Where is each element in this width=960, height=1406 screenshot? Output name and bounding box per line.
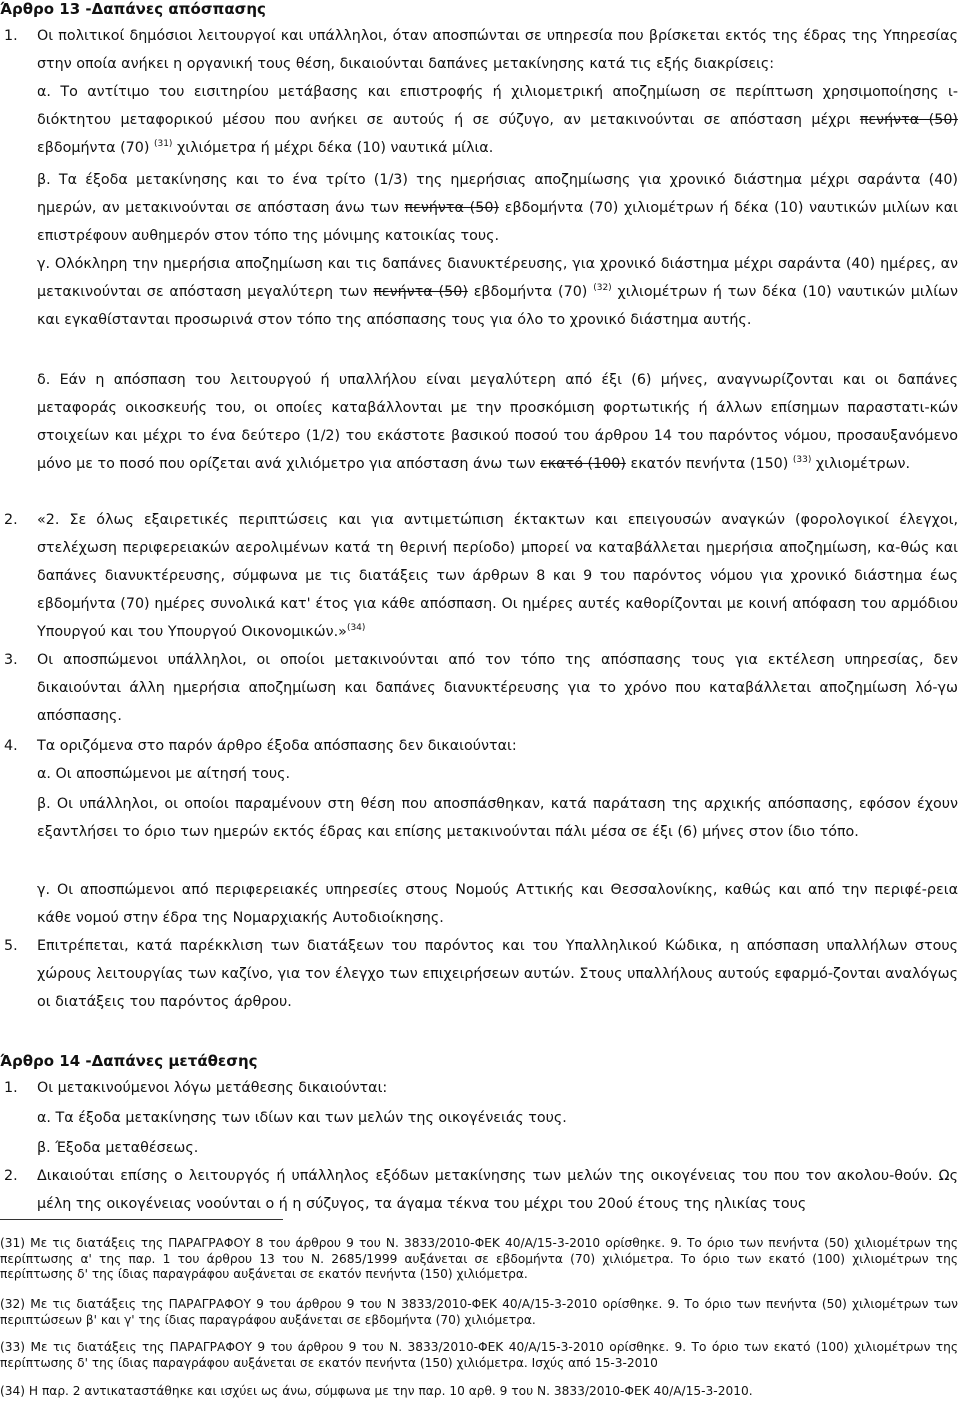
p1-b-tail: εβδομήντα (70) χιλιομέτρων ή δέκα (10) ναυτικών μιλίων και επιστρέφουν αυθημερόν στον τόπο της μόνιμης κατοικίας τους. [37, 200, 958, 244]
footnote-separator [0, 1219, 283, 1220]
p1-a-amended: εβδομήντα (70) [37, 140, 154, 156]
article-13-p2-text [37, 506, 958, 646]
footnote-34-text: Η παρ. 2 αντικαταστάθηκε και ισχύει ως άνω, σύμφωνα με την παρ. 10 αρθ. 9 του Ν. 3833/2010-ΦΕΚ 40/Α/15-3-2010. [28, 1384, 753, 1398]
p1-a-tail: χιλιόμετρα ή μέχρι δέκα (10) ναυτικά μίλια. [172, 140, 494, 156]
footnote-33 [0, 1340, 958, 1371]
p1-a-text: α. Το αντίτιμο του εισιτηρίου μετάβασης και επιστροφής ή χιλιομετρική αποζημίωση σε περίπτωση χρησιμοποίησης ι-διόκτητου μεταφορικού μέσου που ανήκει σε αυτούς ή σε σύζυγο, αν μετακινούνται σε απόσταση μέχρι [37, 84, 958, 128]
article-13-p4-number: 4. [4, 738, 18, 754]
p1-a-deleted: πενήντα (50) [859, 112, 958, 128]
p1-c-amended: εβδομήντα (70) [467, 284, 594, 300]
article-13-p1-d [37, 366, 958, 506]
article-14-p1-b: β. Έξοδα μεταθέσεως. [37, 1140, 199, 1156]
article-14-p1-text: Οι μετακινούμενοι λόγω μετάθεσης δικαιούνται: [37, 1080, 388, 1096]
article-13-p4-c: γ. Οι αποσπώμενοι από περιφερειακές υπηρεσίες στους Νομούς Αττικής και Θεσσαλονίκης, καθώς και από την περιφέ-ρεια κάθε νομού στην έδρα της Νομαρχιακής Αυτοδιοίκησης. [37, 882, 958, 926]
article-14-title: Άρθρο 14 -Δαπάνες μετάθεσης [0, 1052, 258, 1070]
p1-d-tail: χιλιομέτρων. [811, 456, 911, 472]
article-13-p1-c [37, 250, 958, 362]
p1-c-tail: χιλιομέτρων ή των δέκα (10) ναυτικών μιλίων και εγκαθίστανται προσωρινά στον τόπο της απόσπασης τους για όλο το χρονικό διάστημα αυτής. [37, 284, 958, 328]
article-13-p1-number: 1. [4, 28, 18, 44]
footnote-32 [0, 1297, 958, 1328]
p1-b-deleted: πενήντα (50) [404, 200, 500, 216]
footnote-31-number: (31) [0, 1236, 26, 1250]
article-13-p5-text: Επιτρέπεται, κατά παρέκκλιση των διατάξεων του παρόντος και του Υπαλληλικού Κώδικα, η απόσπαση υπαλλήλων στους χώρους λειτουργίας των καζίνο, για τον έλεγχο των επιχειρήσεων αυτών. Στους υπαλλήλους αυτούς εφαρμό-ζονται αναλόγως οι διατάξεις του παρόντος άρθρου. [37, 938, 958, 1010]
article-13-p4-a: α. Οι αποσπώμενοι με αίτησή τους. [37, 766, 291, 782]
article-13-p2-number: 2. [4, 512, 18, 528]
p1-d-text: δ. Εάν η απόσπαση του λειτουργού ή υπαλλήλου είναι μεγαλύτερη από έξι (6) μήνες, αναγνωρίζονται και οι δαπάνες μεταφοράς οικοσκευής του, οι οποίες καταβάλλονται με την προσκόμιση φορτωτικής ή άλλων επίσημων παραστατι-κών στοιχείων και μέχρι το ένα δεύτερο (1/2) του εκάστοτε βασικού ποσού του άρθρου 14 του παρόντος νόμου, προσαυξανόμενο μόνο με το ποσό που ορίζεται ανά χιλιόμετρο για απόσταση άνω των [37, 372, 958, 472]
p2-text: «2. Σε όλως εξαιρετικές περιπτώσεις και για αντιμετώπιση έκτακτων και επειγουσών αναγκών (φορολογικοί έλεγχοι, στελέχωση περιφερειακών αερολιμένων κατά τη θερινή περίοδο) μπορεί να καταβάλλεται ημερήσια αποζημίωση, κα-θώς και δαπάνες διανυκτέρευσης, σύμφωνα με τις διατάξεις των άρθρων 8 και 9 του παρόντος νόμου για χρονικό διάστημα έως εβδομήντα (70) ημέρες συνολικά κατ' έτος για κάθε απόσπαση. Οι ημέρες αυτές καθορίζονται με κοινή απόφαση του αρμόδιου Υπουργού και του Υπουργού Οικονομικών.» [37, 512, 958, 640]
footnote-33-text: Με τις διατάξεις της ΠΑΡΑΓΡΑΦΟΥ 9 του άρθρου 9 του Ν. 3833/2010-ΦΕΚ 40/Α/15-3-2010 ορίσθηκε. 9. Το όριο των εκατό (100) χιλιομέτρων της περίπτωσης δ' της ίδιας παραγράφου αυξάνεται σε εκατόν πενήντα (150) χιλιόμετρα. Ισχύς από 15-3-2010 [0, 1340, 959, 1370]
article-13-p1-a [37, 78, 958, 162]
article-13-p3-text: Οι αποσπώμενοι υπάλληλοι, οι οποίοι μετακινούνται από τον τόπο της απόσπασης τους για εκτέλεση υπηρεσίας, δεν δικαιούνται άλλη ημερήσια αποζημίωση και δαπάνες διανυκτέρευσης για το χρόνο που καταβάλλεται αποζημίωση λό-γω απόσπασης. [37, 652, 958, 724]
article-13-p1-text: Οι πολιτικοί δημόσιοι λειτουργοί και υπάλληλοι, όταν αποσπώνται σε υπηρεσία που βρίσκεται εκτός της έδρας της Υπηρεσίας στην οποία ανήκει η οργανική τους θέση, δικαιούνται δαπάνες μετακίνησης κατά τις εξής διακρίσεις: [37, 28, 958, 72]
p1-c-deleted: πενήντα (50) [373, 284, 468, 300]
article-13-p3-number: 3. [4, 652, 18, 668]
footnote-32-number: (32) [0, 1297, 26, 1311]
article-13-p1-b [37, 166, 958, 250]
p1-d-deleted: εκατό (100) [540, 456, 626, 472]
article-13-p4-b: β. Οι υπάλληλοι, οι οποίοι παραμένουν στη θέση που αποσπάσθηκαν, κατά παράταση της αρχικής απόσπασης, εφόσον έχουν εξαντλήσει το όριο των ημερών εκτός έδρας και επίσης μετακινούνται πάλι μέσα σε έξι (6) μήνες στον ίδιο τόπο. [37, 796, 958, 840]
article-13-p5-number: 5. [4, 938, 18, 954]
article-13-title: Άρθρο 13 -Δαπάνες απόσπασης [0, 0, 266, 18]
footnote-ref-32: (32) [593, 283, 612, 293]
article-14-p1-a: α. Τα έξοδα μετακίνησης των ιδίων και των μελών της οικογένειάς τους. [37, 1110, 567, 1126]
footnote-31-text: Με τις διατάξεις της ΠΑΡΑΓΡΑΦΟΥ 8 του άρθρου 9 του Ν. 3833/2010-ΦΕΚ 40/Α/15-3-2010 ορίσθηκε. 9. Το όριο των πενήντα (50) χιλιομέτρων της περίπτωσης α' της παρ. 1 του άρθρου 13 του Ν. 2685/1999 αυξάνεται σε εβδομήντα (70) χιλιόμετρα. Το όριο των εκατό (100) χιλιομέτρων της περίπτωσης δ' της ίδιας παραγράφου αυξάνεται σε εκατόν πενήντα (150) χιλιόμετρα. [0, 1236, 958, 1281]
article-14-p2-text: Δικαιούται επίσης ο λειτουργός ή υπάλληλος εξόδων μετακίνησης των μελών της οικογένειας του που τον ακολου-θούν. Ως μέλη της οικογένειας νοούνται ο ή η σύζυγος, τα άγαμα τέκνα του μέχρι του 20ού έτους της ηλικίας τους [37, 1168, 958, 1212]
footnote-ref-33: (33) [792, 455, 812, 465]
footnote-31 [0, 1236, 958, 1283]
article-14-p2-number: 2. [4, 1168, 18, 1184]
footnote-ref-31: (31) [153, 139, 173, 149]
article-14-p1-number: 1. [4, 1080, 18, 1096]
p1-c-text: γ. Ολόκληρη την ημερήσια αποζημίωση και τις δαπάνες διανυκτέρευσης, για χρονικό διάστημα μέχρι σαράντα (40) ημέρες, αν μετακινούνται σε απόσταση μεγαλύτερη των [37, 256, 958, 300]
footnote-33-number: (33) [0, 1340, 26, 1354]
p1-b-text: β. Τα έξοδα μετακίνησης και το ένα τρίτο (1/3) της ημερήσιας αποζημίωσης για χρονικό διάστημα μέχρι σαράντα (40) ημερών, αν μετακινούνται σε απόσταση άνω των [37, 172, 958, 216]
p1-d-amended: εκατόν πενήντα (150) [625, 456, 793, 472]
footnote-34-number: (34) [0, 1384, 26, 1398]
footnote-34 [0, 1384, 958, 1400]
footnote-ref-34: (34) [346, 623, 366, 633]
article-13-p4-text: Τα οριζόμενα στο παρόν άρθρο έξοδα απόσπασης δεν δικαιούνται: [37, 738, 517, 754]
footnote-32-text: Με τις διατάξεις της ΠΑΡΑΓΡΑΦΟΥ 9 του άρθρου 9 του Ν 3833/2010-ΦΕΚ 40/Α/15-3-2010 ορίσθηκε. 9. Το όριο των πενήντα (50) χιλιομέτρων των περιπτώσεων β' και γ' της ίδιας παραγράφου αυξάνεται σε εβδομήντα (70) χιλιόμετρα. [0, 1297, 958, 1327]
